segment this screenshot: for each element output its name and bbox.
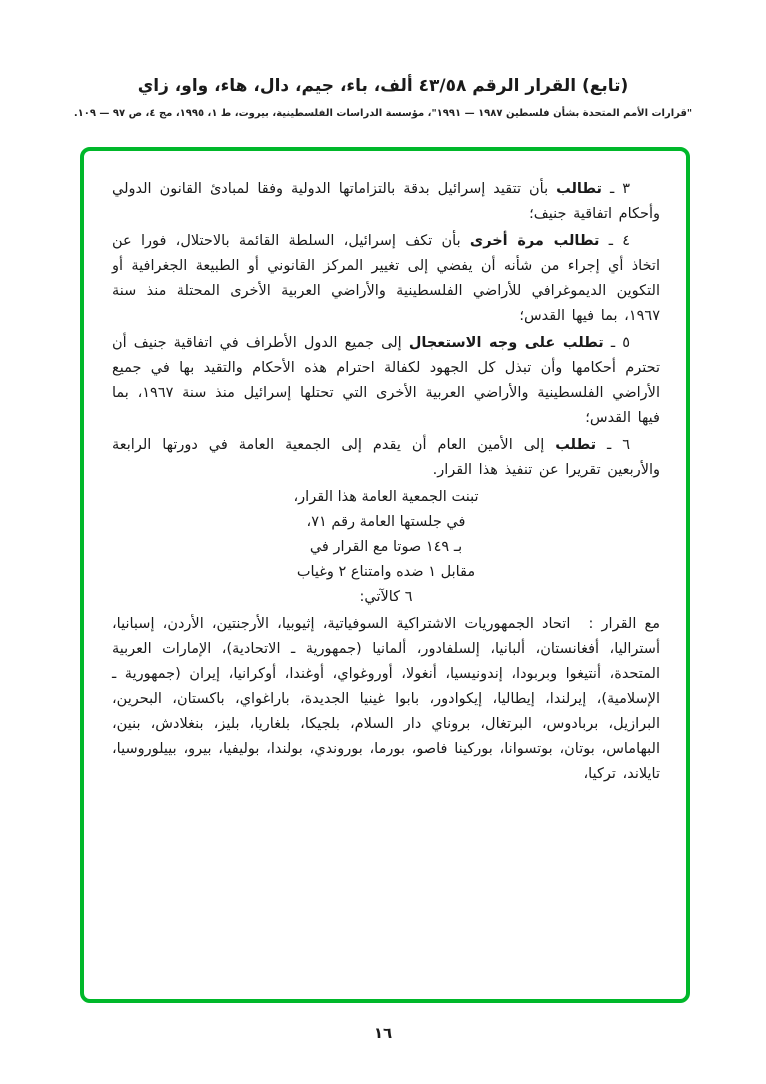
operative-verb: تطالب مرة أخرى (469, 233, 600, 249)
source-citation: "قرارات الأمم المتحدة بشأن فلسطين ١٩٨٧ — ١٩٩١"، مؤسسة الدراسات الفلسطينية، بيروت، ط ١، ١٩٩٥، مج ٤، ص ٩٧ — ١٠٩. (73, 108, 693, 119)
paragraph-number: ٥ ـ (610, 335, 631, 351)
resolution-text-box (80, 147, 690, 1003)
paragraph-text: إلى جميع الدول الأطراف في اتفاقية جنيف أن تحترم أحكامها وأن تبذل كل الجهود لكفالة احترام هذه الأحكام والتقيد بها في جميع الأراضي الفلسطينية والأراضي العربية الأخرى التي تحتلها إسرائيل منذ سنة ١٩٦٧، بما فيها القدس؛ (112, 335, 660, 426)
vote-in-favor-countries: اتحاد الجمهوريات الاشتراكية السوفياتية، إثيوبيا، الأرجنتين، الأردن، إسبانيا، أستراليا، أفغانستان، ألبانيا، إلسلفادور، ألمانيا (جمهورية ـ الاتحادية)، الإمارات العربية المتحدة، أنتيغوا وبربودا، إندونيسيا، أنغولا، أوروغواي، أوغندا، أوكرانيا، إيران (جمهورية ـ الإسلامية)، إيرلندا، إيطاليا، إيكوادور، بابوا غينيا الجديدة، باراغواي، باكستان، البحرين، البرازيل، بربادوس، البرتغال، بروناي دار السلام، بلجيكا، بلغاريا، بليز، بنغلادش، بنين، البهاماس، بوتان، بوتسوانا، بوركينا فاصو، بورما، بوروندي، بولندا، بوليفيا، بيرو، بييلوروسيا، تايلاند، تركيا، (112, 616, 660, 782)
operative-paragraph-6 (112, 433, 660, 483)
operative-paragraph-3 (112, 177, 660, 227)
page-footer (0, 1024, 766, 1042)
paragraph-number: ٤ ـ (608, 233, 631, 249)
paragraph-number: ٣ ـ (609, 181, 631, 197)
operative-verb: تطالب (556, 181, 602, 197)
adoption-line: مقابل ١ ضده وامتناع ٢ وغياب (296, 564, 476, 580)
page-header (0, 0, 766, 119)
operative-verb: تطلب على وجه الاستعجال (408, 335, 604, 351)
resolution-title: (تابع) القرار الرقم ٤٣/٥٨ ألف، باء، جيم، دال، هاء، واو، زاي (137, 76, 629, 96)
adoption-note (216, 485, 556, 610)
vote-in-favor-list (112, 612, 660, 787)
paragraph-text: إلى الأمين العام أن يقدم إلى الجمعية العامة في دورتها الرابعة والأربعين تقريرا عن تنفيذ هذا القرار. (112, 437, 660, 478)
paragraph-text: بأن تكف إسرائيل، السلطة القائمة بالاحتلال، فورا عن اتخاذ أي إجراء من شأنه أن يفضي إلى تغيير المركز القانوني أو الطبيعة الجغرافية أو التكوين الديموغرافي للأراضي الفلسطينية والأراضي العربية الأخرى المحتلة منذ سنة ١٩٦٧، بما فيها القدس؛ (112, 233, 660, 324)
operative-paragraph-4 (112, 229, 660, 329)
adoption-line: ٦ كالآتي: (359, 589, 413, 605)
operative-verb: تطلب (555, 437, 597, 453)
operative-paragraph-5 (112, 331, 660, 431)
paragraph-text: بأن تتقيد إسرائيل بدقة بالتزاماتها الدولية وفقا لمبادئ القانون الدولي وأحكام اتفاقية جنيف؛ (112, 181, 660, 222)
adoption-line: بـ ١٤٩ صوتا مع القرار في (309, 539, 463, 555)
adoption-line: في جلستها العامة رقم ٧١، (306, 514, 466, 530)
adoption-line: تبنت الجمعية العامة هذا القرار، (293, 489, 479, 505)
page-number: ١٦ (373, 1024, 393, 1042)
vote-in-favor-label: مع القرار : (588, 616, 660, 632)
paragraph-number: ٦ ـ (607, 437, 631, 453)
